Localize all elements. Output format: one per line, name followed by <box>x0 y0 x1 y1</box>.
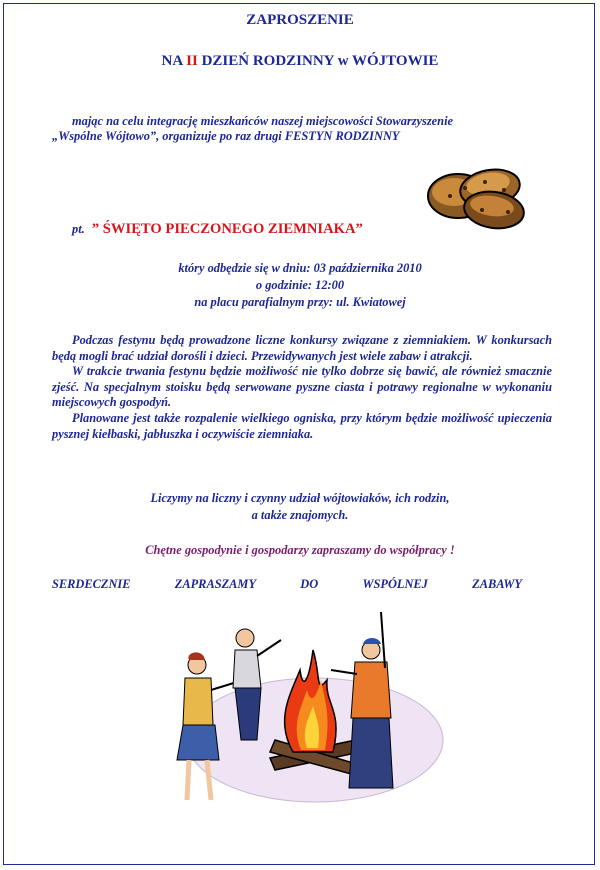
closing-text <box>0 490 600 524</box>
potatoes-illustration <box>420 160 528 234</box>
final-word: ZABAWY <box>472 577 522 591</box>
page-title: ZAPROSZENIE <box>246 12 354 28</box>
final-word: DO <box>300 577 319 591</box>
edition-number: II <box>186 53 198 69</box>
final-word: ZAPRASZAMY <box>174 577 257 591</box>
date-row: który odbędzie się w dniu: 03 października 2010 <box>178 261 422 275</box>
time-row: o godzinie: 12:00 <box>255 278 345 292</box>
final-invitation <box>52 577 522 592</box>
bonfire-people-illustration <box>175 610 450 810</box>
cooperation-invite: Chętne gospodynie i gospodarzy zapraszamy do współpracy ! <box>145 543 455 557</box>
body-text <box>52 333 552 442</box>
body-paragraph: Planowane jest także rozpalenie wielkiego ogniska, przy którym będzie możliwość upieczenia pysznej kiełbaski, jabłuszka i oczywiście ziemniaka. <box>52 410 552 441</box>
festival-title: pt. ” ŚWIĘTO PIECZONEGO ZIEMNIAKA” <box>72 221 363 237</box>
event-details <box>0 260 600 311</box>
final-word: SERDECZNIE <box>52 577 131 591</box>
closing-line: a także znajomych. <box>251 508 349 522</box>
festival-name: ” ŚWIĘTO PIECZONEGO ZIEMNIAKA” <box>91 221 363 237</box>
place-row: na placu parafialnym przy: ul. Kwiatowej <box>194 295 406 309</box>
closing-line: Liczymy na liczny i czynny udział wójtowiaków, ich rodzin, <box>150 491 450 505</box>
place-value: ul. Kwiatowej <box>336 295 406 309</box>
intro-line: mając na celu integrację mieszkańców naszej miejscowości Stowarzyszenie <box>72 114 454 128</box>
final-word: WSPÓLNEJ <box>362 577 428 591</box>
intro-line: „Wspólne Wójtowo”, organizuje po raz drugi FESTYN RODZINNY <box>52 129 400 143</box>
intro-paragraph <box>52 114 552 144</box>
page-subtitle: NA II DZIEŃ RODZINNY w WÓJTOWIE <box>161 53 439 69</box>
body-paragraph: Podczas festynu będą prowadzone liczne konkursy związane z ziemniakiem. W konkursach będą mogli brać udział dorośli i dzieci. Przewidywanych jest wiele zabaw i atrakcji. <box>52 333 552 363</box>
time-value: 12:00 <box>315 278 345 292</box>
date-value: 03 października 2010 <box>313 261 422 275</box>
body-paragraph: W trakcie trwania festynu będzie możliwość nie tylko dobrze się bawić, ale również smacznie zjeść. Na specjalnym stoisku będą serwowane pyszne ciasta i potrawy regionalne w wykonaniu miejscowych gospodyń. <box>52 364 552 410</box>
